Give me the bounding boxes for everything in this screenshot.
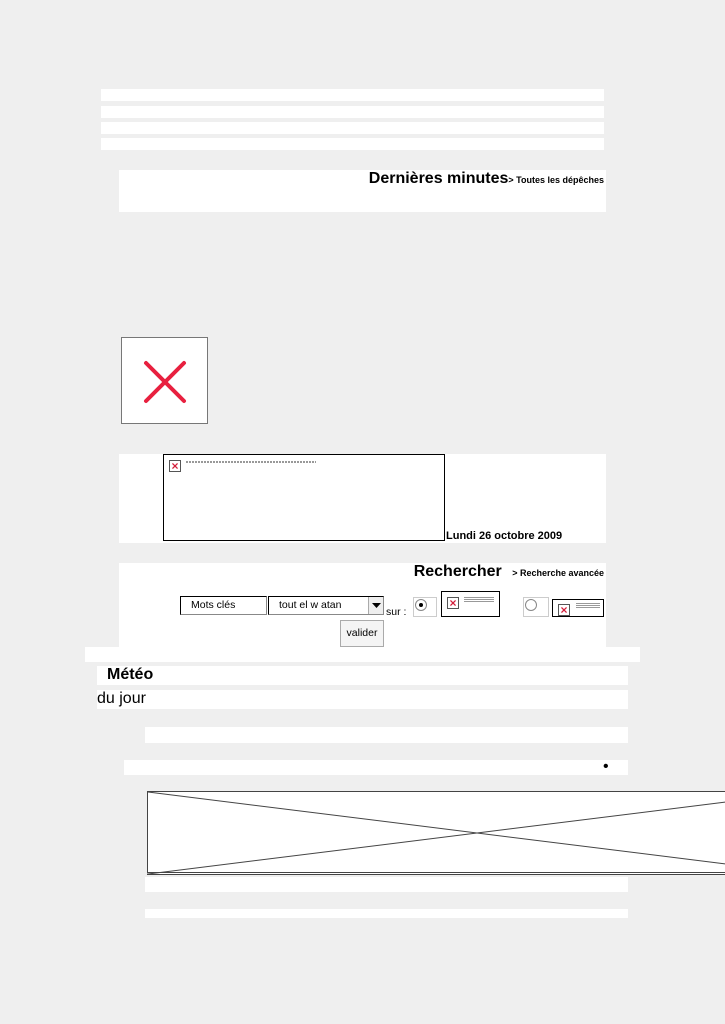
top-bar-1 [101, 89, 604, 101]
last-minutes-title: Dernières minutes [368, 170, 509, 187]
radio-el-watan[interactable] [415, 599, 427, 611]
date-text: Lundi 26 octobre 2009 [446, 530, 563, 542]
radio-logo-broken-image-1 [441, 591, 500, 617]
list-bullet: • [603, 758, 609, 775]
last-minutes-heading [369, 170, 604, 188]
top-bar-4 [101, 138, 604, 150]
content-bar-2 [145, 877, 628, 892]
keywords-input[interactable]: Mots clés [180, 596, 267, 615]
on-label: sur : [386, 606, 407, 618]
broken-image-alt-lines [576, 603, 600, 609]
top-bar-3 [101, 122, 604, 134]
weather-subtitle-bar [97, 690, 628, 709]
chevron-down-icon[interactable] [368, 597, 383, 614]
search-title: Rechercher [413, 563, 502, 580]
scope-select[interactable] [268, 596, 384, 615]
advanced-search-link[interactable]: > Recherche avancée [512, 568, 604, 578]
all-dispatches-link[interactable]: > Toutes les dépêches [508, 175, 604, 185]
broken-image-icon [447, 597, 459, 609]
wide-strip [85, 647, 640, 662]
broken-image-icon [558, 604, 570, 616]
list-bar [124, 760, 628, 775]
weather-subtitle: du jour [97, 690, 146, 707]
broken-image-alt-lines [464, 597, 494, 603]
radio-logo-broken-image-2 [552, 599, 604, 617]
validate-button[interactable]: valider [340, 620, 384, 647]
content-bar-3 [145, 909, 628, 918]
embedded-object-placeholder [147, 791, 725, 875]
broken-image-icon [122, 338, 207, 423]
scope-select-value: tout el w atan [279, 599, 342, 611]
content-bar-1 [145, 727, 628, 743]
top-bar-2 [101, 106, 604, 118]
placeholder-cross-icon [148, 792, 725, 874]
weather-title: Météo [107, 666, 154, 683]
broken-image-icon [169, 460, 181, 472]
radio-web[interactable] [525, 599, 537, 611]
broken-image-large [121, 337, 208, 424]
weather-title-bar [97, 666, 628, 685]
search-heading [414, 563, 604, 581]
banner-broken-image [163, 454, 445, 541]
last-minutes-panel [119, 170, 606, 212]
broken-image-alt-lines [186, 461, 316, 463]
